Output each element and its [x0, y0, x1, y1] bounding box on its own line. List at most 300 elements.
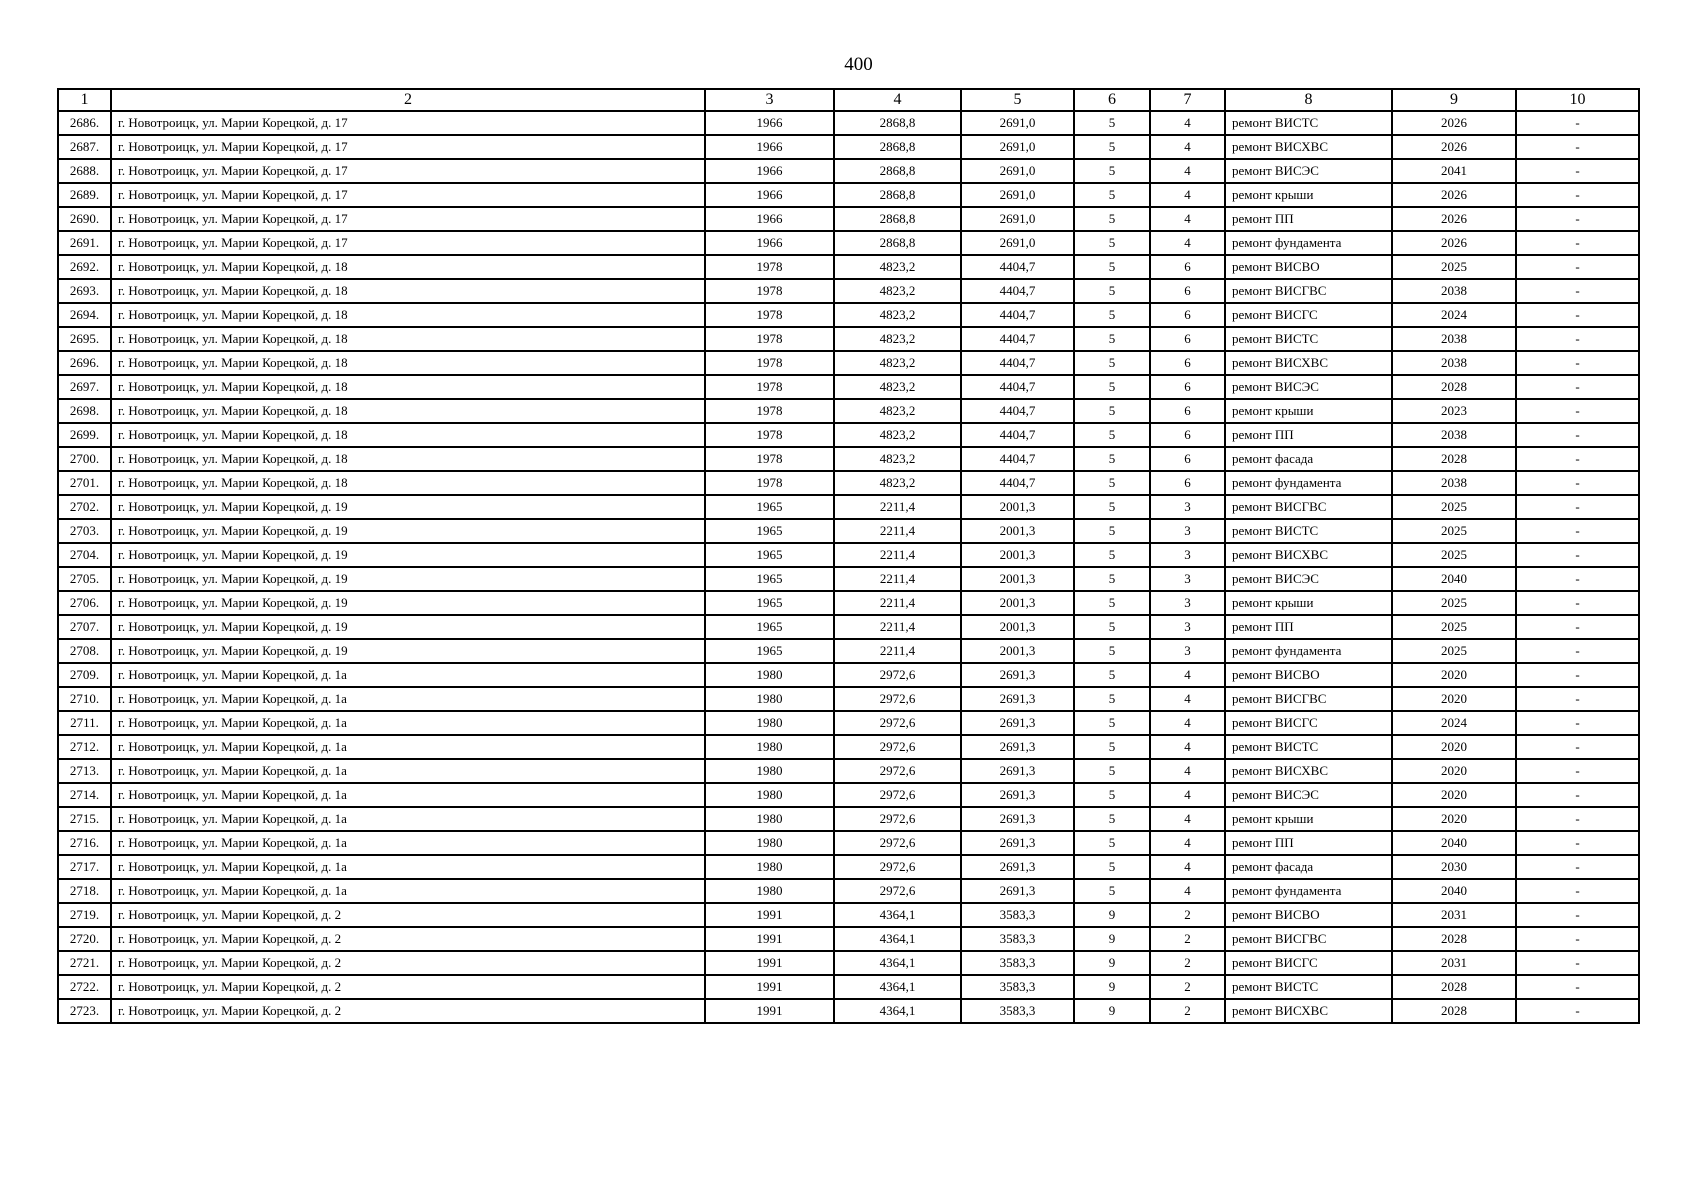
year-cell: 1978 [705, 423, 834, 447]
column-header: 1 [58, 89, 111, 111]
table-row [58, 279, 1639, 303]
area-total-cell: 4823,2 [834, 447, 961, 471]
floors-cell: 5 [1074, 399, 1150, 423]
address-cell: г. Новотроицк, ул. Марии Корецкой, д. 17 [111, 135, 705, 159]
work-type-cell: ремонт ВИСЭС [1225, 783, 1392, 807]
address-cell: г. Новотроицк, ул. Марии Корецкой, д. 18 [111, 255, 705, 279]
plan-year-cell: 2040 [1392, 879, 1516, 903]
work-type-cell: ремонт крыши [1225, 807, 1392, 831]
floors-cell: 5 [1074, 375, 1150, 399]
address-cell: г. Новотроицк, ул. Марии Корецкой, д. 19 [111, 615, 705, 639]
work-type-cell: ремонт ПП [1225, 207, 1392, 231]
entrances-cell: 3 [1150, 519, 1225, 543]
area-total-cell: 2868,8 [834, 207, 961, 231]
floors-cell: 5 [1074, 495, 1150, 519]
note-cell: - [1516, 591, 1639, 615]
row-number-cell: 2705. [58, 567, 111, 591]
year-cell: 1991 [705, 951, 834, 975]
work-type-cell: ремонт ПП [1225, 423, 1392, 447]
area-living-cell: 2691,0 [961, 231, 1074, 255]
plan-year-cell: 2020 [1392, 663, 1516, 687]
floors-cell: 9 [1074, 927, 1150, 951]
work-type-cell: ремонт ВИСВО [1225, 903, 1392, 927]
area-total-cell: 4823,2 [834, 279, 961, 303]
plan-year-cell: 2025 [1392, 639, 1516, 663]
work-type-cell: ремонт ВИСТС [1225, 111, 1392, 135]
work-type-cell: ремонт ВИСТС [1225, 519, 1392, 543]
row-number-cell: 2688. [58, 159, 111, 183]
year-cell: 1980 [705, 687, 834, 711]
floors-cell: 9 [1074, 999, 1150, 1023]
area-living-cell: 2691,3 [961, 831, 1074, 855]
table-row [58, 567, 1639, 591]
row-number-cell: 2709. [58, 663, 111, 687]
area-living-cell: 2691,3 [961, 759, 1074, 783]
row-number-cell: 2722. [58, 975, 111, 999]
area-total-cell: 2211,4 [834, 639, 961, 663]
area-living-cell: 4404,7 [961, 447, 1074, 471]
year-cell: 1965 [705, 543, 834, 567]
row-number-cell: 2718. [58, 879, 111, 903]
plan-year-cell: 2028 [1392, 375, 1516, 399]
work-type-cell: ремонт фундамента [1225, 879, 1392, 903]
entrances-cell: 4 [1150, 135, 1225, 159]
table-row [58, 519, 1639, 543]
year-cell: 1978 [705, 375, 834, 399]
plan-year-cell: 2040 [1392, 567, 1516, 591]
table-row [58, 735, 1639, 759]
area-total-cell: 2868,8 [834, 135, 961, 159]
table-row [58, 615, 1639, 639]
entrances-cell: 2 [1150, 927, 1225, 951]
area-living-cell: 3583,3 [961, 975, 1074, 999]
plan-year-cell: 2025 [1392, 495, 1516, 519]
plan-year-cell: 2024 [1392, 711, 1516, 735]
address-cell: г. Новотроицк, ул. Марии Корецкой, д. 1а [111, 831, 705, 855]
area-total-cell: 4823,2 [834, 327, 961, 351]
entrances-cell: 4 [1150, 111, 1225, 135]
area-living-cell: 2691,3 [961, 735, 1074, 759]
row-number-cell: 2693. [58, 279, 111, 303]
year-cell: 1978 [705, 303, 834, 327]
area-total-cell: 2211,4 [834, 591, 961, 615]
floors-cell: 5 [1074, 519, 1150, 543]
address-cell: г. Новотроицк, ул. Марии Корецкой, д. 18 [111, 303, 705, 327]
plan-year-cell: 2025 [1392, 615, 1516, 639]
year-cell: 1980 [705, 759, 834, 783]
column-header: 8 [1225, 89, 1392, 111]
area-total-cell: 2868,8 [834, 111, 961, 135]
year-cell: 1991 [705, 927, 834, 951]
work-type-cell: ремонт ВИСГС [1225, 303, 1392, 327]
note-cell: - [1516, 855, 1639, 879]
note-cell: - [1516, 399, 1639, 423]
area-total-cell: 2972,6 [834, 663, 961, 687]
plan-year-cell: 2025 [1392, 519, 1516, 543]
work-type-cell: ремонт ВИСВО [1225, 663, 1392, 687]
work-type-cell: ремонт крыши [1225, 591, 1392, 615]
work-type-cell: ремонт ВИСТС [1225, 327, 1392, 351]
entrances-cell: 6 [1150, 255, 1225, 279]
entrances-cell: 4 [1150, 687, 1225, 711]
floors-cell: 5 [1074, 135, 1150, 159]
floors-cell: 5 [1074, 207, 1150, 231]
floors-cell: 5 [1074, 255, 1150, 279]
work-type-cell: ремонт ВИСГВС [1225, 687, 1392, 711]
area-living-cell: 4404,7 [961, 351, 1074, 375]
floors-cell: 5 [1074, 567, 1150, 591]
area-total-cell: 4823,2 [834, 471, 961, 495]
note-cell: - [1516, 327, 1639, 351]
table-row [58, 903, 1639, 927]
area-total-cell: 2972,6 [834, 759, 961, 783]
year-cell: 1966 [705, 135, 834, 159]
work-type-cell: ремонт ВИСГВС [1225, 495, 1392, 519]
note-cell: - [1516, 375, 1639, 399]
area-living-cell: 2691,3 [961, 855, 1074, 879]
note-cell: - [1516, 111, 1639, 135]
table-row [58, 759, 1639, 783]
row-number-cell: 2710. [58, 687, 111, 711]
table-row [58, 159, 1639, 183]
floors-cell: 5 [1074, 735, 1150, 759]
area-living-cell: 2691,3 [961, 879, 1074, 903]
entrances-cell: 4 [1150, 831, 1225, 855]
year-cell: 1991 [705, 975, 834, 999]
area-total-cell: 2972,6 [834, 687, 961, 711]
year-cell: 1980 [705, 855, 834, 879]
year-cell: 1978 [705, 351, 834, 375]
area-total-cell: 4823,2 [834, 423, 961, 447]
floors-cell: 9 [1074, 975, 1150, 999]
year-cell: 1980 [705, 831, 834, 855]
address-cell: г. Новотроицк, ул. Марии Корецкой, д. 18 [111, 447, 705, 471]
table-row [58, 111, 1639, 135]
column-header: 2 [111, 89, 705, 111]
note-cell: - [1516, 663, 1639, 687]
area-living-cell: 3583,3 [961, 951, 1074, 975]
row-number-cell: 2700. [58, 447, 111, 471]
note-cell: - [1516, 423, 1639, 447]
table-row [58, 399, 1639, 423]
registry-table [57, 88, 1640, 1024]
note-cell: - [1516, 639, 1639, 663]
year-cell: 1978 [705, 327, 834, 351]
note-cell: - [1516, 903, 1639, 927]
floors-cell: 5 [1074, 183, 1150, 207]
year-cell: 1991 [705, 903, 834, 927]
floors-cell: 5 [1074, 303, 1150, 327]
year-cell: 1980 [705, 735, 834, 759]
table-row [58, 687, 1639, 711]
table-row [58, 183, 1639, 207]
note-cell: - [1516, 135, 1639, 159]
floors-cell: 5 [1074, 111, 1150, 135]
address-cell: г. Новотроицк, ул. Марии Корецкой, д. 17 [111, 207, 705, 231]
entrances-cell: 6 [1150, 399, 1225, 423]
table-row [58, 207, 1639, 231]
area-total-cell: 4823,2 [834, 255, 961, 279]
plan-year-cell: 2040 [1392, 831, 1516, 855]
address-cell: г. Новотроицк, ул. Марии Корецкой, д. 19 [111, 495, 705, 519]
plan-year-cell: 2023 [1392, 399, 1516, 423]
table-row [58, 543, 1639, 567]
plan-year-cell: 2038 [1392, 327, 1516, 351]
entrances-cell: 4 [1150, 759, 1225, 783]
table-row [58, 783, 1639, 807]
plan-year-cell: 2031 [1392, 951, 1516, 975]
plan-year-cell: 2020 [1392, 735, 1516, 759]
row-number-cell: 2696. [58, 351, 111, 375]
floors-cell: 5 [1074, 783, 1150, 807]
entrances-cell: 4 [1150, 663, 1225, 687]
area-living-cell: 2691,0 [961, 111, 1074, 135]
row-number-cell: 2708. [58, 639, 111, 663]
entrances-cell: 2 [1150, 999, 1225, 1023]
work-type-cell: ремонт ВИСТС [1225, 735, 1392, 759]
year-cell: 1978 [705, 279, 834, 303]
row-number-cell: 2704. [58, 543, 111, 567]
row-number-cell: 2717. [58, 855, 111, 879]
row-number-cell: 2686. [58, 111, 111, 135]
year-cell: 1980 [705, 783, 834, 807]
entrances-cell: 6 [1150, 303, 1225, 327]
area-total-cell: 2972,6 [834, 711, 961, 735]
row-number-cell: 2723. [58, 999, 111, 1023]
area-living-cell: 4404,7 [961, 255, 1074, 279]
page-number: 400 [844, 54, 873, 75]
work-type-cell: ремонт фундамента [1225, 639, 1392, 663]
plan-year-cell: 2028 [1392, 975, 1516, 999]
column-header: 4 [834, 89, 961, 111]
plan-year-cell: 2038 [1392, 471, 1516, 495]
area-living-cell: 4404,7 [961, 471, 1074, 495]
table-row [58, 375, 1639, 399]
note-cell: - [1516, 687, 1639, 711]
work-type-cell: ремонт фундамента [1225, 471, 1392, 495]
address-cell: г. Новотроицк, ул. Марии Корецкой, д. 18 [111, 327, 705, 351]
area-total-cell: 4364,1 [834, 951, 961, 975]
floors-cell: 5 [1074, 759, 1150, 783]
row-number-cell: 2712. [58, 735, 111, 759]
area-living-cell: 2691,3 [961, 807, 1074, 831]
address-cell: г. Новотроицк, ул. Марии Корецкой, д. 18 [111, 351, 705, 375]
note-cell: - [1516, 615, 1639, 639]
entrances-cell: 2 [1150, 951, 1225, 975]
entrances-cell: 4 [1150, 783, 1225, 807]
column-header: 9 [1392, 89, 1516, 111]
area-living-cell: 4404,7 [961, 375, 1074, 399]
year-cell: 1978 [705, 471, 834, 495]
year-cell: 1978 [705, 447, 834, 471]
address-cell: г. Новотроицк, ул. Марии Корецкой, д. 1а [111, 855, 705, 879]
plan-year-cell: 2026 [1392, 183, 1516, 207]
address-cell: г. Новотроицк, ул. Марии Корецкой, д. 17 [111, 183, 705, 207]
address-cell: г. Новотроицк, ул. Марии Корецкой, д. 2 [111, 975, 705, 999]
address-cell: г. Новотроицк, ул. Марии Корецкой, д. 19 [111, 519, 705, 543]
entrances-cell: 4 [1150, 807, 1225, 831]
work-type-cell: ремонт ВИСХВС [1225, 543, 1392, 567]
entrances-cell: 3 [1150, 495, 1225, 519]
table-row [58, 663, 1639, 687]
table-row [58, 471, 1639, 495]
floors-cell: 5 [1074, 687, 1150, 711]
table-row [58, 351, 1639, 375]
work-type-cell: ремонт ВИСТС [1225, 975, 1392, 999]
work-type-cell: ремонт ВИСХВС [1225, 135, 1392, 159]
address-cell: г. Новотроицк, ул. Марии Корецкой, д. 19 [111, 567, 705, 591]
work-type-cell: ремонт ВИСХВС [1225, 999, 1392, 1023]
plan-year-cell: 2038 [1392, 279, 1516, 303]
area-living-cell: 4404,7 [961, 327, 1074, 351]
entrances-cell: 6 [1150, 423, 1225, 447]
table-row [58, 879, 1639, 903]
year-cell: 1978 [705, 255, 834, 279]
table-row [58, 975, 1639, 999]
address-cell: г. Новотроицк, ул. Марии Корецкой, д. 2 [111, 951, 705, 975]
area-total-cell: 2211,4 [834, 543, 961, 567]
floors-cell: 5 [1074, 831, 1150, 855]
area-living-cell: 2691,3 [961, 663, 1074, 687]
area-living-cell: 2691,0 [961, 135, 1074, 159]
row-number-cell: 2721. [58, 951, 111, 975]
area-total-cell: 4823,2 [834, 399, 961, 423]
table-row [58, 999, 1639, 1023]
area-total-cell: 2972,6 [834, 783, 961, 807]
entrances-cell: 3 [1150, 639, 1225, 663]
work-type-cell: ремонт ПП [1225, 615, 1392, 639]
area-living-cell: 2001,3 [961, 615, 1074, 639]
note-cell: - [1516, 807, 1639, 831]
work-type-cell: ремонт ВИСЭС [1225, 159, 1392, 183]
note-cell: - [1516, 519, 1639, 543]
table-row [58, 591, 1639, 615]
area-total-cell: 2972,6 [834, 855, 961, 879]
address-cell: г. Новотроицк, ул. Марии Корецкой, д. 19 [111, 639, 705, 663]
work-type-cell: ремонт фасада [1225, 447, 1392, 471]
table-row [58, 639, 1639, 663]
table-row [58, 303, 1639, 327]
column-header: 7 [1150, 89, 1225, 111]
plan-year-cell: 2020 [1392, 759, 1516, 783]
entrances-cell: 4 [1150, 183, 1225, 207]
area-living-cell: 2001,3 [961, 639, 1074, 663]
work-type-cell: ремонт ВИСГВС [1225, 279, 1392, 303]
work-type-cell: ремонт ВИСХВС [1225, 351, 1392, 375]
work-type-cell: ремонт ВИСХВС [1225, 759, 1392, 783]
area-total-cell: 2972,6 [834, 807, 961, 831]
area-total-cell: 2972,6 [834, 735, 961, 759]
year-cell: 1980 [705, 807, 834, 831]
plan-year-cell: 2028 [1392, 447, 1516, 471]
year-cell: 1965 [705, 495, 834, 519]
entrances-cell: 6 [1150, 279, 1225, 303]
year-cell: 1966 [705, 159, 834, 183]
floors-cell: 5 [1074, 447, 1150, 471]
address-cell: г. Новотроицк, ул. Марии Корецкой, д. 18 [111, 399, 705, 423]
row-number-cell: 2713. [58, 759, 111, 783]
area-living-cell: 3583,3 [961, 927, 1074, 951]
note-cell: - [1516, 207, 1639, 231]
work-type-cell: ремонт ВИСЭС [1225, 375, 1392, 399]
area-living-cell: 2691,0 [961, 207, 1074, 231]
area-total-cell: 4823,2 [834, 351, 961, 375]
note-cell: - [1516, 279, 1639, 303]
floors-cell: 5 [1074, 711, 1150, 735]
entrances-cell: 3 [1150, 543, 1225, 567]
entrances-cell: 6 [1150, 327, 1225, 351]
floors-cell: 5 [1074, 591, 1150, 615]
address-cell: г. Новотроицк, ул. Марии Корецкой, д. 1а [111, 807, 705, 831]
year-cell: 1980 [705, 711, 834, 735]
table-row [58, 951, 1639, 975]
note-cell: - [1516, 351, 1639, 375]
row-number-cell: 2690. [58, 207, 111, 231]
floors-cell: 5 [1074, 879, 1150, 903]
area-living-cell: 2001,3 [961, 543, 1074, 567]
entrances-cell: 4 [1150, 159, 1225, 183]
address-cell: г. Новотроицк, ул. Марии Корецкой, д. 1а [111, 711, 705, 735]
work-type-cell: ремонт ПП [1225, 831, 1392, 855]
entrances-cell: 3 [1150, 615, 1225, 639]
address-cell: г. Новотроицк, ул. Марии Корецкой, д. 1а [111, 879, 705, 903]
floors-cell: 5 [1074, 471, 1150, 495]
entrances-cell: 4 [1150, 207, 1225, 231]
year-cell: 1980 [705, 663, 834, 687]
work-type-cell: ремонт фасада [1225, 855, 1392, 879]
note-cell: - [1516, 495, 1639, 519]
year-cell: 1966 [705, 207, 834, 231]
entrances-cell: 6 [1150, 375, 1225, 399]
area-total-cell: 2211,4 [834, 615, 961, 639]
area-living-cell: 2691,0 [961, 183, 1074, 207]
note-cell: - [1516, 567, 1639, 591]
note-cell: - [1516, 783, 1639, 807]
plan-year-cell: 2025 [1392, 543, 1516, 567]
entrances-cell: 2 [1150, 975, 1225, 999]
work-type-cell: ремонт ВИСГВС [1225, 927, 1392, 951]
floors-cell: 5 [1074, 855, 1150, 879]
work-type-cell: ремонт крыши [1225, 183, 1392, 207]
year-cell: 1978 [705, 399, 834, 423]
floors-cell: 5 [1074, 231, 1150, 255]
table-row [58, 135, 1639, 159]
area-total-cell: 4364,1 [834, 975, 961, 999]
area-total-cell: 2211,4 [834, 567, 961, 591]
area-total-cell: 2868,8 [834, 159, 961, 183]
year-cell: 1965 [705, 615, 834, 639]
area-total-cell: 2972,6 [834, 831, 961, 855]
row-number-cell: 2703. [58, 519, 111, 543]
floors-cell: 5 [1074, 351, 1150, 375]
plan-year-cell: 2038 [1392, 423, 1516, 447]
row-number-cell: 2711. [58, 711, 111, 735]
note-cell: - [1516, 975, 1639, 999]
note-cell: - [1516, 447, 1639, 471]
plan-year-cell: 2026 [1392, 231, 1516, 255]
note-cell: - [1516, 183, 1639, 207]
address-cell: г. Новотроицк, ул. Марии Корецкой, д. 18 [111, 423, 705, 447]
row-number-cell: 2716. [58, 831, 111, 855]
address-cell: г. Новотроицк, ул. Марии Корецкой, д. 17 [111, 159, 705, 183]
row-number-cell: 2706. [58, 591, 111, 615]
area-living-cell: 2001,3 [961, 495, 1074, 519]
plan-year-cell: 2031 [1392, 903, 1516, 927]
area-living-cell: 4404,7 [961, 423, 1074, 447]
note-cell: - [1516, 759, 1639, 783]
work-type-cell: ремонт ВИСГС [1225, 711, 1392, 735]
note-cell: - [1516, 711, 1639, 735]
